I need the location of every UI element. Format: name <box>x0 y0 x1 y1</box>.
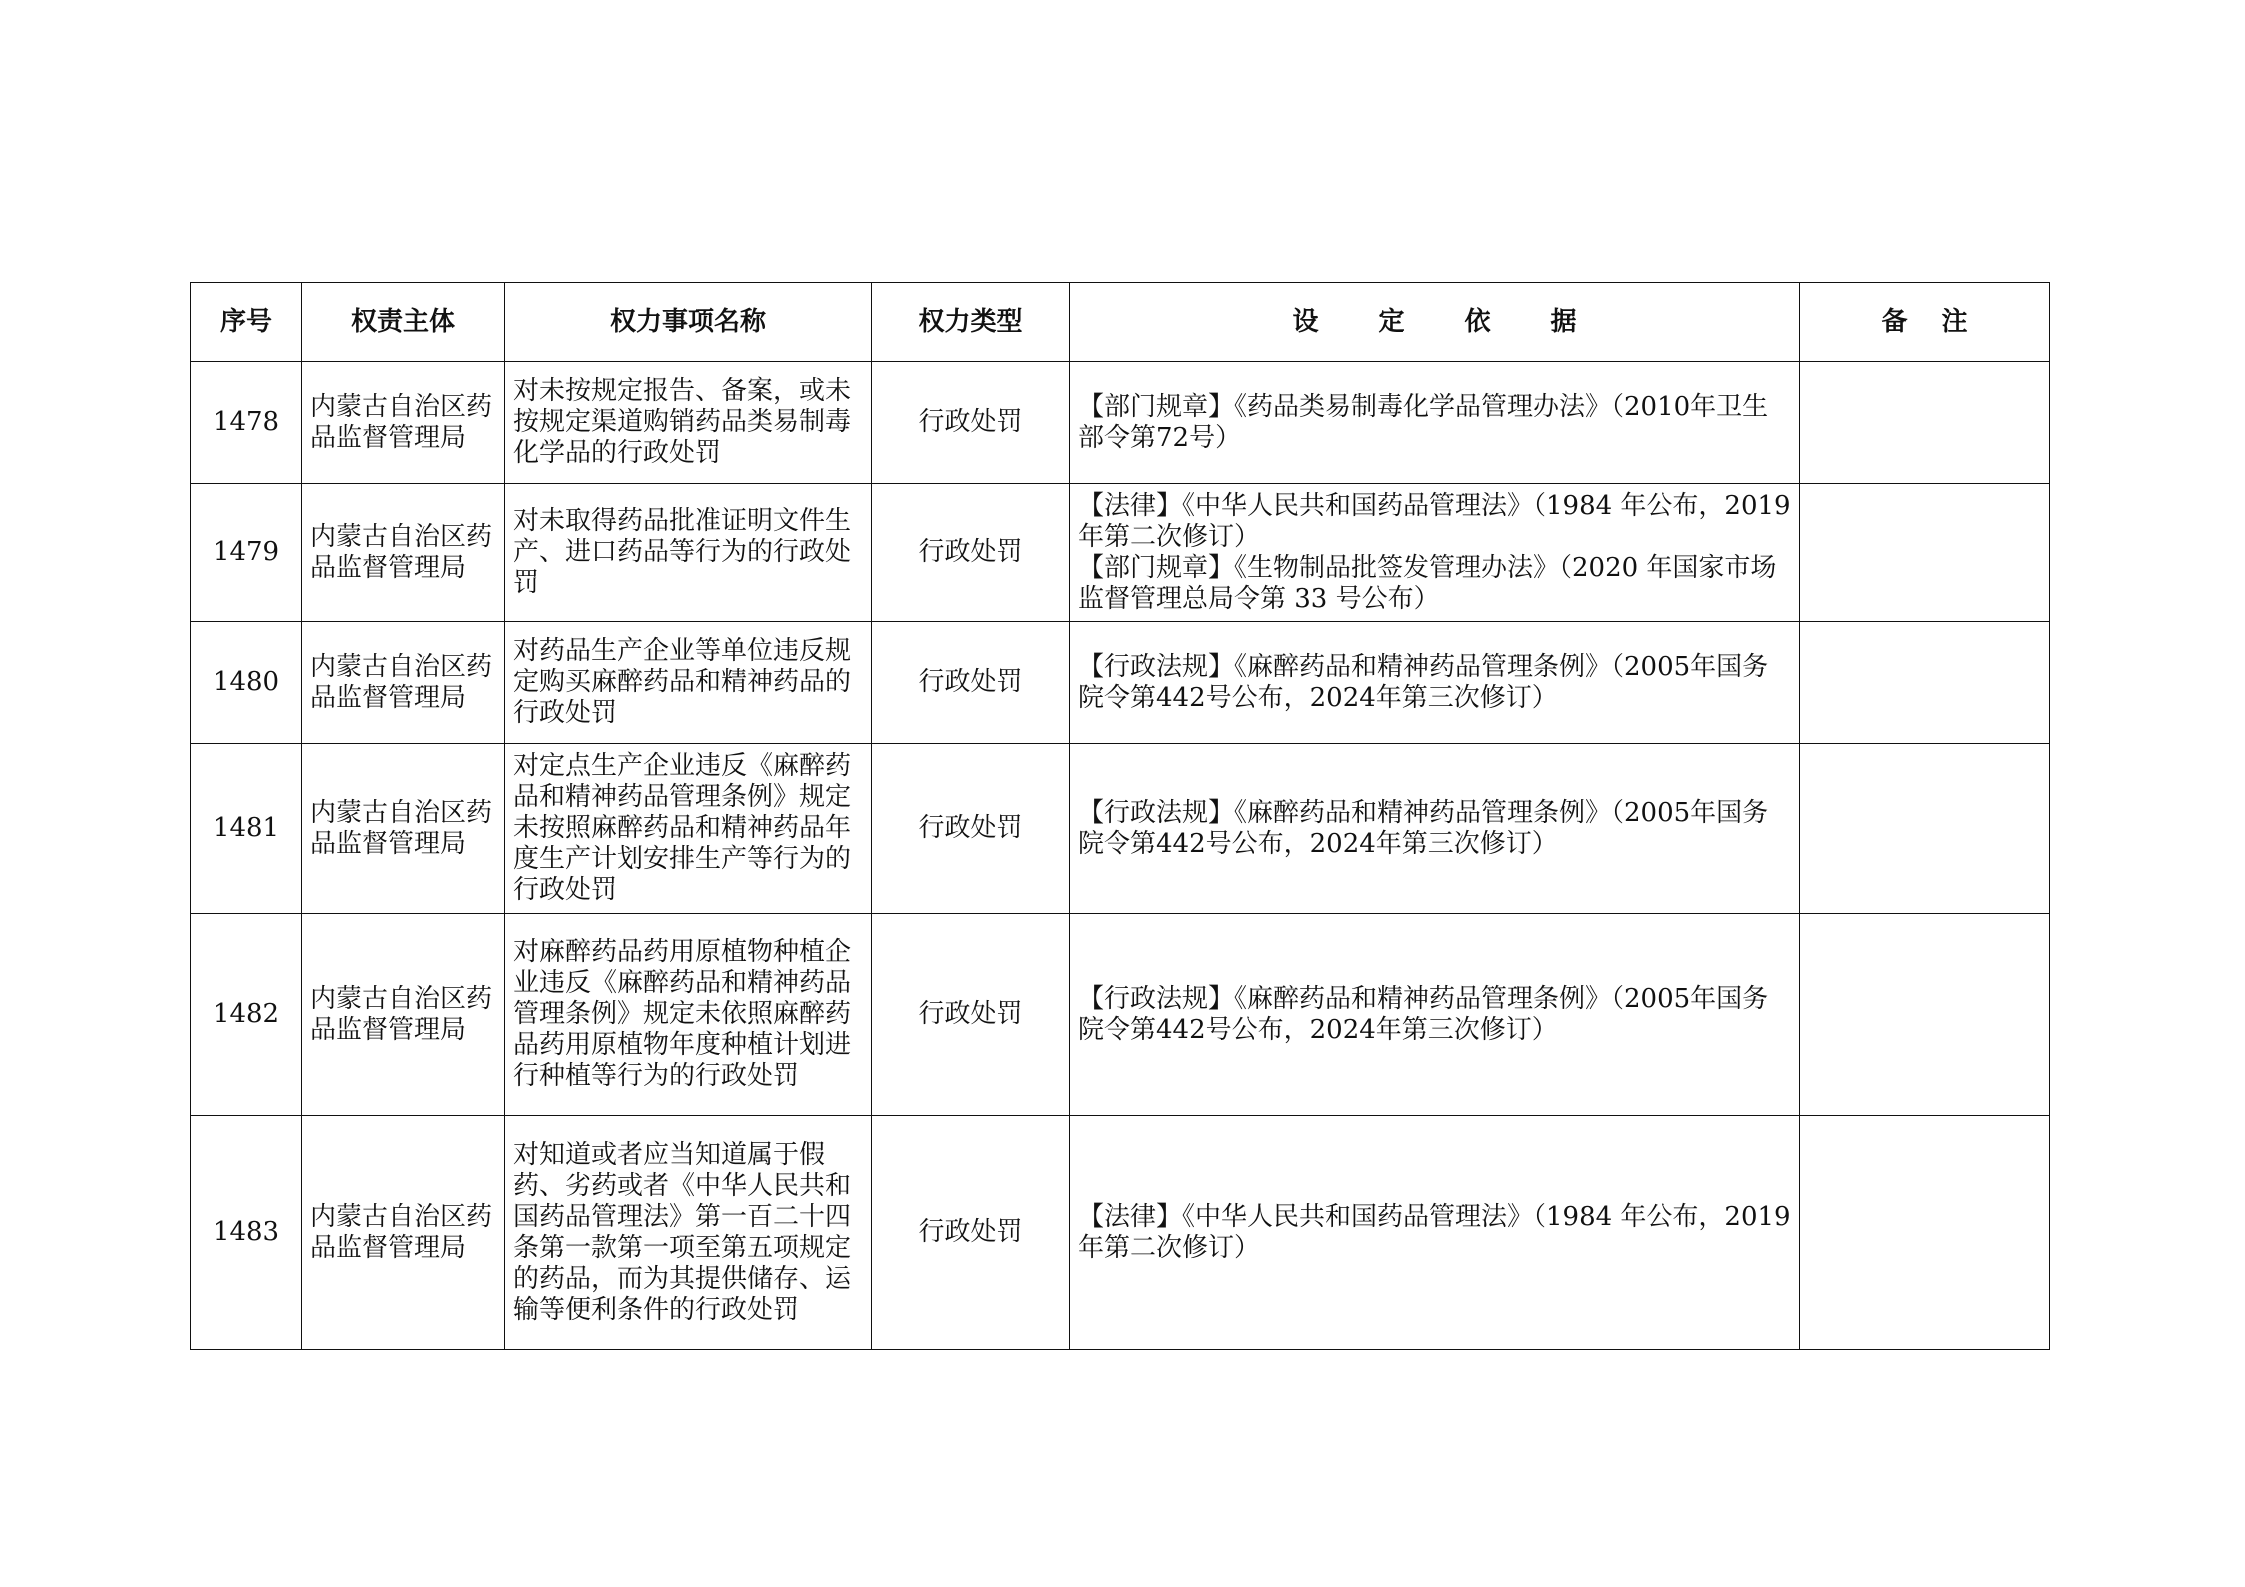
header-note: 备注 <box>1800 283 2050 362</box>
power-list-table <box>190 282 2050 1350</box>
header-type: 权力类型 <box>872 283 1070 362</box>
row-subject: 内蒙古自治区药品监督管理局 <box>302 914 505 1116</box>
table-row <box>191 362 2050 484</box>
basis-line: 【部门规章】《生物制品批签发管理办法》（2020 年国家市场监督管理总局令第 33 号公布） <box>1078 552 1777 614</box>
row-item-name: 对定点生产企业违反《麻醉药品和精神药品管理条例》规定未按照麻醉药品和精神药品年度生产计划安排生产等行为的行政处罚 <box>505 744 872 914</box>
table-row <box>191 484 2050 622</box>
row-type: 行政处罚 <box>872 622 1070 744</box>
row-note <box>1800 484 2050 622</box>
row-seq: 1481 <box>191 744 302 914</box>
table-row <box>191 622 2050 744</box>
row-item-name: 对麻醉药品药用原植物种植企业违反《麻醉药品和精神药品管理条例》规定未依照麻醉药品药用原植物年度种植计划进行种植等行为的行政处罚 <box>505 914 872 1116</box>
row-type: 行政处罚 <box>872 744 1070 914</box>
row-basis <box>1070 744 1800 914</box>
header-basis: 设定依据 <box>1070 283 1800 362</box>
row-basis <box>1070 622 1800 744</box>
row-basis <box>1070 484 1800 622</box>
table-row <box>191 744 2050 914</box>
row-item-name: 对药品生产企业等单位违反规定购买麻醉药品和精神药品的行政处罚 <box>505 622 872 744</box>
row-seq: 1479 <box>191 484 302 622</box>
row-type: 行政处罚 <box>872 484 1070 622</box>
table-header-row <box>191 283 2050 362</box>
row-subject: 内蒙古自治区药品监督管理局 <box>302 1116 505 1350</box>
row-basis <box>1070 362 1800 484</box>
basis-line: 【行政法规】《麻醉药品和精神药品管理条例》（2005年国务院令第442号公布，2024年第三次修订） <box>1078 797 1769 859</box>
row-item-name: 对知道或者应当知道属于假药、劣药或者《中华人民共和国药品管理法》第一百二十四条第一款第一项至第五项规定的药品，而为其提供储存、运输等便利条件的行政处罚 <box>505 1116 872 1350</box>
row-seq: 1478 <box>191 362 302 484</box>
row-seq: 1480 <box>191 622 302 744</box>
row-subject: 内蒙古自治区药品监督管理局 <box>302 484 505 622</box>
row-type: 行政处罚 <box>872 914 1070 1116</box>
row-subject: 内蒙古自治区药品监督管理局 <box>302 622 505 744</box>
basis-line: 【行政法规】《麻醉药品和精神药品管理条例》（2005年国务院令第442号公布，2024年第三次修订） <box>1078 983 1769 1045</box>
row-type: 行政处罚 <box>872 362 1070 484</box>
row-seq: 1482 <box>191 914 302 1116</box>
header-seq: 序号 <box>191 283 302 362</box>
row-basis <box>1070 914 1800 1116</box>
basis-line: 【部门规章】《药品类易制毒化学品管理办法》（2010年卫生部令第72号） <box>1078 391 1769 453</box>
header-name: 权力事项名称 <box>505 283 872 362</box>
row-basis <box>1070 1116 1800 1350</box>
row-note <box>1800 744 2050 914</box>
table-body <box>191 362 2050 1350</box>
document-page <box>190 282 2049 1350</box>
row-note <box>1800 1116 2050 1350</box>
row-note <box>1800 362 2050 484</box>
row-seq: 1483 <box>191 1116 302 1350</box>
basis-line: 【法律】《中华人民共和国药品管理法》（1984 年公布，2019 年第二次修订） <box>1078 490 1791 552</box>
row-item-name: 对未取得药品批准证明文件生产、进口药品等行为的行政处罚 <box>505 484 872 622</box>
row-note <box>1800 622 2050 744</box>
table-row <box>191 914 2050 1116</box>
row-subject: 内蒙古自治区药品监督管理局 <box>302 362 505 484</box>
row-note <box>1800 914 2050 1116</box>
basis-line: 【行政法规】《麻醉药品和精神药品管理条例》（2005年国务院令第442号公布，2024年第三次修订） <box>1078 651 1769 713</box>
table-row <box>191 1116 2050 1350</box>
header-subject: 权责主体 <box>302 283 505 362</box>
row-item-name: 对未按规定报告、备案，或未按规定渠道购销药品类易制毒化学品的行政处罚 <box>505 362 872 484</box>
row-type: 行政处罚 <box>872 1116 1070 1350</box>
basis-line: 【法律】《中华人民共和国药品管理法》（1984 年公布，2019 年第二次修订） <box>1078 1201 1791 1263</box>
row-subject: 内蒙古自治区药品监督管理局 <box>302 744 505 914</box>
